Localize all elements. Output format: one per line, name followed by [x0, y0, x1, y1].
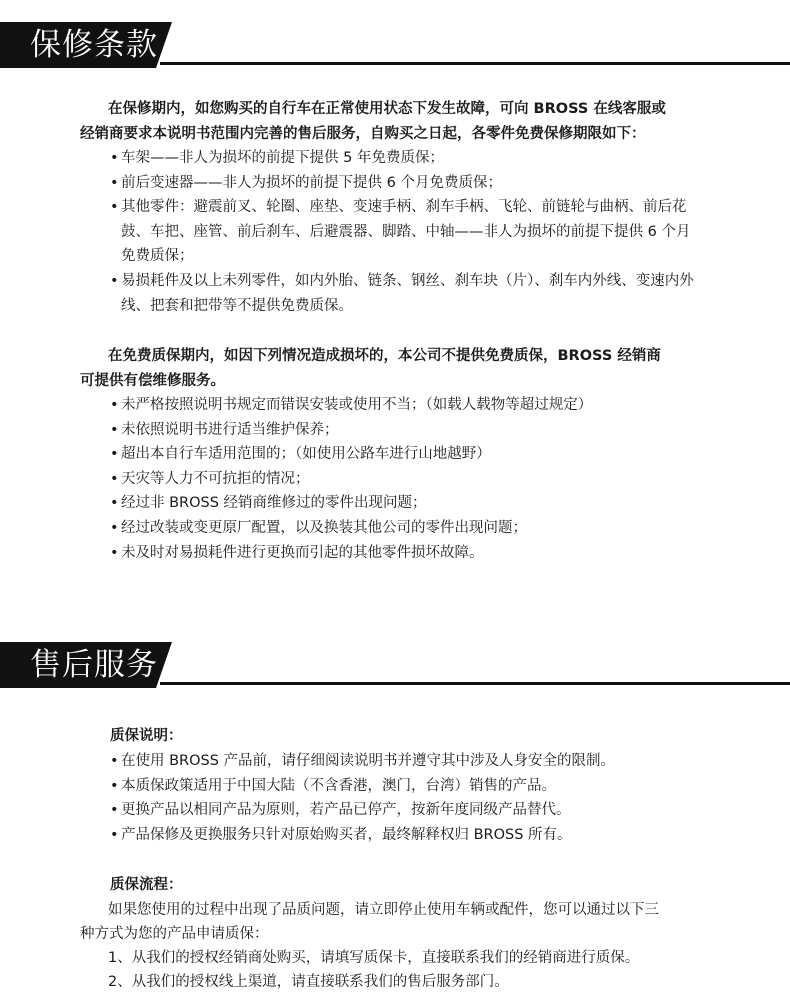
list-item: • 经过改装或变更原厂配置，以及换装其他公司的零件出现问题； [110, 516, 710, 541]
list-item: • 产品保修及更换服务只针对原始购买者，最终解释权归 BROSS 所有。 [110, 823, 710, 848]
warranty-intro-line1: 在保修期内，如您购买的自行车在正常使用状态下发生故障，可向 BROSS 在线客服或 [108, 101, 666, 117]
warranty-intro-line2: 经销商要求本说明书范围内完善的售后服务，自购买之日起，各零件免费保修期限如下： [80, 126, 646, 142]
list-item: • 未依照说明书进行适当维护保养； [110, 418, 710, 443]
list-item: • 其他零件：避震前叉、轮圈、座垫、变速手柄、刹车手柄、飞轮、前链轮与曲柄、前后花鼓、车把、座管、前后刹车、后避震器、脚踏、中轴——非人为损坏的前提下提供 6 个月免费质保； [110, 195, 700, 269]
list-item: • 前后变速器——非人为损坏的前提下提供 6 个月免费质保； [110, 171, 700, 196]
list-item: • 未及时对易损耗件进行更换而引起的其他零件损坏故障。 [110, 541, 710, 566]
section-title: 保修条款 [30, 27, 158, 63]
list-item: • 易损耗件及以上未列零件，如内外胎、链条、钢丝、刹车块（片）、刹车内外线、变速内外线、把套和把带等不提供免费质保。 [110, 269, 700, 318]
process-line2: 种方式为您的产品申请质保： [80, 926, 269, 942]
quality-list [110, 749, 710, 847]
process-step-1: 1、从我们的授权经销商处购买，请填写质保卡，直接联系我们的经销商进行质保。 [108, 950, 640, 966]
list-item: • 超出本自行车适用范围的；（如使用公路车进行山地越野） [110, 442, 710, 467]
section-title: 售后服务 [30, 647, 158, 683]
process-heading: 质保流程： [110, 877, 183, 893]
section-header-warranty [0, 22, 790, 72]
header-rule [160, 682, 790, 685]
list-item: • 在使用 BROSS 产品前，请仔细阅读说明书并遵守其中涉及人身安全的限制。 [110, 749, 710, 774]
list-item: • 未严格按照说明书规定而错误安装或使用不当；（如载人载物等超过规定） [110, 393, 710, 418]
list-item: • 经过非 BROSS 经销商维修过的零件出现问题； [110, 491, 710, 516]
quality-heading: 质保说明： [110, 728, 183, 744]
list-item: • 天灾等人力不可抗拒的情况； [110, 467, 710, 492]
process-step-2: 2、从我们的授权线上渠道，请直接联系我们的售后服务部门。 [108, 974, 509, 990]
exclusion-line1: 在免费质保期内，如因下列情况造成损坏的，本公司不提供免费质保，BROSS 经销商 [108, 348, 661, 364]
list-item: • 本质保政策适用于中国大陆（不含香港，澳门，台湾）销售的产品。 [110, 774, 710, 799]
list-item: • 车架——非人为损坏的前提下提供 5 年免费质保； [110, 146, 700, 171]
list-item: • 更换产品以相同产品为原则，若产品已停产，按新年度同级产品替代。 [110, 798, 710, 823]
warranty-period-list [110, 146, 700, 318]
header-rule [160, 62, 790, 65]
process-line1: 如果您使用的过程中出现了品质问题，请立即停止使用车辆或配件，您可以通过以下三 [108, 902, 659, 918]
exclusion-line2: 可提供有偿维修服务。 [80, 373, 225, 389]
section-header-service [0, 642, 790, 692]
exclusion-list [110, 393, 710, 565]
